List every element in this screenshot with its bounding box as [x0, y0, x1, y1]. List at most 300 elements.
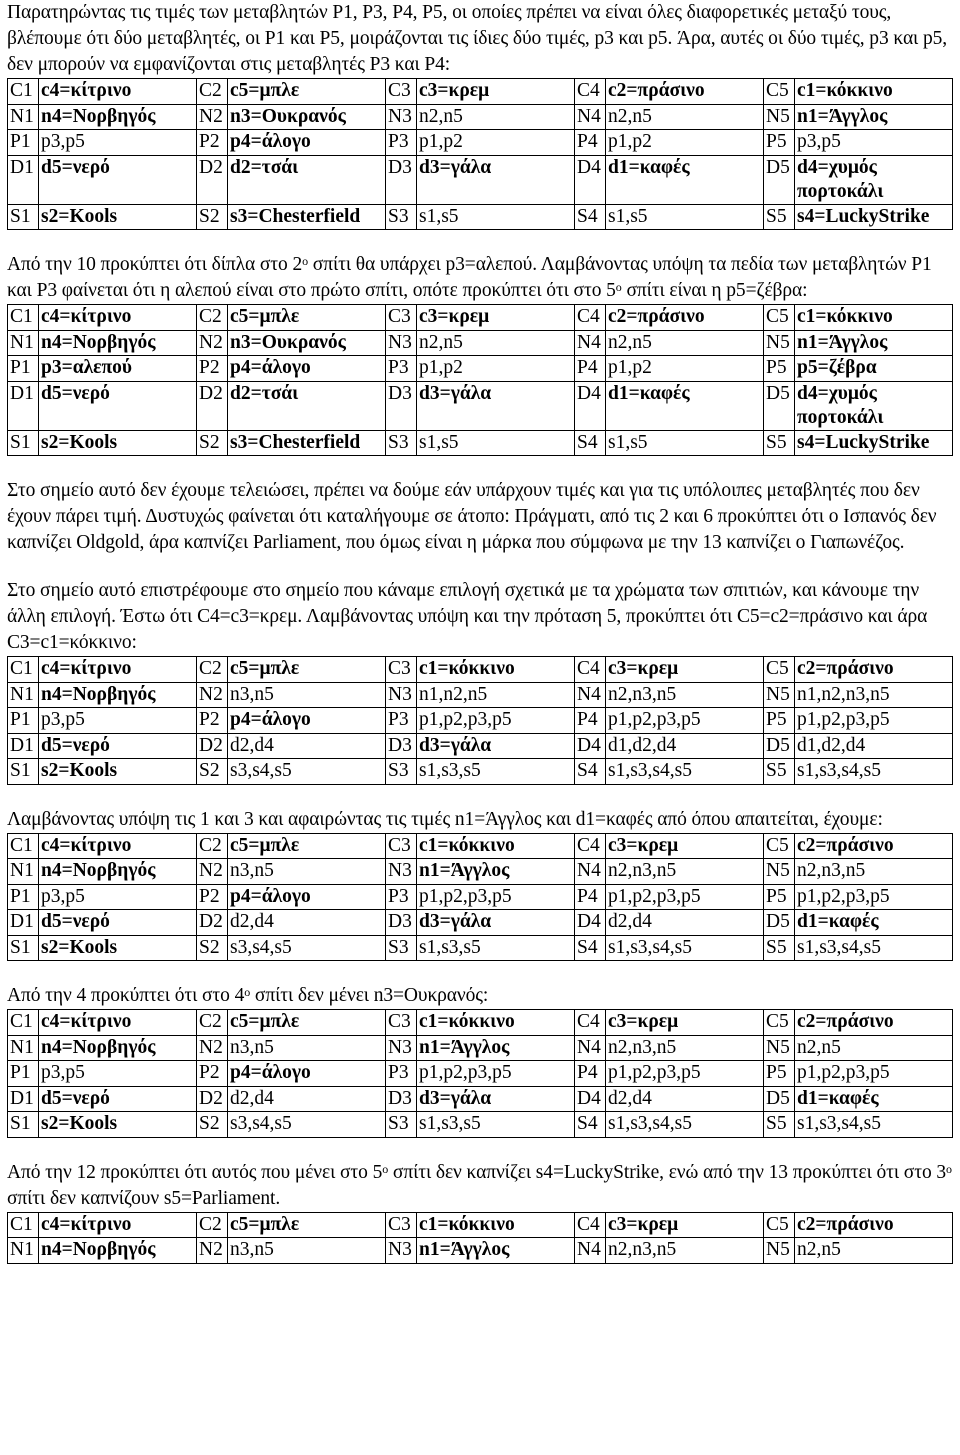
variable-name-cell: C5: [764, 305, 795, 331]
variable-domain-cell: s2=Kools: [39, 1112, 197, 1138]
constraint-table: [7, 304, 953, 456]
variable-domain-cell: d3=γάλα: [417, 910, 575, 936]
table-row: [8, 79, 953, 105]
constraint-table: [7, 1212, 953, 1264]
variable-name-cell: C1: [8, 1010, 39, 1036]
variable-domain-cell: d2=τσάι: [228, 381, 386, 430]
variable-name-cell: C5: [764, 79, 795, 105]
variable-name-cell: C4: [575, 79, 606, 105]
variable-domain-cell: s1,s3,s5: [417, 759, 575, 785]
variable-name-cell: S2: [197, 935, 228, 961]
paragraph-rules-12-13: Από την 12 προκύπτει ότι αυτός που μένει στο $5^o$ σπίτι δεν καπνίζει s4=LuckyStrike, ενώ από την 13 προκύπτει ότι στο $3^o$ σπίτι δεν καπνίζουν s5=Parliament.: [7, 1161, 952, 1209]
variable-name-cell: P1: [8, 130, 39, 156]
variable-domain-cell: p3,p5: [795, 130, 953, 156]
variable-name-cell: S2: [197, 759, 228, 785]
variable-domain-cell: c3=κρεμ: [417, 305, 575, 331]
variable-domain-cell: s1,s3,s5: [417, 1112, 575, 1138]
variable-domain-cell: p1,p2: [606, 130, 764, 156]
table-row: [8, 1061, 953, 1087]
variable-name-cell: N5: [764, 330, 795, 356]
variable-name-cell: N1: [8, 330, 39, 356]
variable-name-cell: S2: [197, 204, 228, 230]
table-row: [8, 1010, 953, 1036]
variable-domain-cell: d4=χυμός πορτοκάλι: [795, 155, 953, 204]
variable-domain-cell: n1=Άγγλος: [417, 1035, 575, 1061]
variable-name-cell: C4: [575, 657, 606, 683]
variable-name-cell: C3: [386, 1010, 417, 1036]
variable-name-cell: N4: [575, 859, 606, 885]
table-row: [8, 1112, 953, 1138]
variable-name-cell: C5: [764, 657, 795, 683]
variable-name-cell: S1: [8, 204, 39, 230]
variable-domain-cell: d1=καφές: [606, 155, 764, 204]
variable-domain-cell: p4=άλογο: [228, 130, 386, 156]
variable-name-cell: P4: [575, 130, 606, 156]
variable-name-cell: P5: [764, 130, 795, 156]
variable-name-cell: C2: [197, 833, 228, 859]
variable-domain-cell: d1=καφές: [795, 910, 953, 936]
variable-name-cell: D4: [575, 155, 606, 204]
variable-name-cell: N3: [386, 1035, 417, 1061]
variable-name-cell: C3: [386, 1212, 417, 1238]
variable-domain-cell: d2,d4: [228, 1086, 386, 1112]
variable-domain-cell: s1,s3,s4,s5: [606, 935, 764, 961]
variable-domain-cell: d3=γάλα: [417, 1086, 575, 1112]
variable-name-cell: S4: [575, 430, 606, 456]
table-4: [7, 833, 952, 962]
variable-domain-cell: n1,n2,n3,n5: [795, 682, 953, 708]
variable-name-cell: S3: [386, 204, 417, 230]
variable-name-cell: D2: [197, 910, 228, 936]
variable-domain-cell: p1,p2: [417, 356, 575, 382]
variable-name-cell: N3: [386, 682, 417, 708]
variable-domain-cell: s1,s3,s4,s5: [606, 759, 764, 785]
table-row: [8, 859, 953, 885]
variable-domain-cell: s1,s5: [417, 204, 575, 230]
variable-name-cell: P3: [386, 708, 417, 734]
variable-name-cell: N1: [8, 1035, 39, 1061]
variable-name-cell: C4: [575, 1010, 606, 1036]
variable-domain-cell: c2=πράσινο: [795, 833, 953, 859]
variable-domain-cell: d1=καφές: [606, 381, 764, 430]
variable-domain-cell: s3=Chesterfield: [228, 204, 386, 230]
table-row: [8, 682, 953, 708]
variable-domain-cell: c1=κόκκινο: [417, 833, 575, 859]
variable-name-cell: P5: [764, 708, 795, 734]
variable-domain-cell: d5=νερό: [39, 1086, 197, 1112]
paragraph-rules-1-3: Λαμβάνοντας υπόψη τις 1 και 3 και αφαιρώντας τις τιμές n1=Άγγλος και d1=καφές από όπου απαιτείται, έχουμε:: [7, 808, 883, 830]
variable-name-cell: S3: [386, 1112, 417, 1138]
variable-name-cell: S2: [197, 430, 228, 456]
variable-domain-cell: n1=Άγγλος: [417, 859, 575, 885]
variable-name-cell: D3: [386, 733, 417, 759]
variable-name-cell: C5: [764, 833, 795, 859]
table-row: [8, 1212, 953, 1238]
variable-name-cell: P1: [8, 356, 39, 382]
table-row: [8, 657, 953, 683]
variable-name-cell: C1: [8, 657, 39, 683]
variable-name-cell: N2: [197, 104, 228, 130]
variable-domain-cell: p5=ζέβρα: [795, 356, 953, 382]
variable-domain-cell: c3=κρεμ: [606, 1212, 764, 1238]
variable-domain-cell: n4=Νορβηγός: [39, 682, 197, 708]
table-row: [8, 330, 953, 356]
table-row: [8, 381, 953, 430]
variable-name-cell: S3: [386, 430, 417, 456]
variable-name-cell: C1: [8, 1212, 39, 1238]
variable-domain-cell: d5=νερό: [39, 910, 197, 936]
variable-name-cell: C3: [386, 833, 417, 859]
variable-name-cell: C2: [197, 1010, 228, 1036]
variable-name-cell: N4: [575, 104, 606, 130]
table-row: [8, 759, 953, 785]
variable-domain-cell: p1,p2,p3,p5: [417, 1061, 575, 1087]
table-row: [8, 130, 953, 156]
variable-domain-cell: p1,p2,p3,p5: [606, 884, 764, 910]
variable-domain-cell: d3=γάλα: [417, 155, 575, 204]
variable-name-cell: D1: [8, 733, 39, 759]
variable-domain-cell: c3=κρεμ: [606, 833, 764, 859]
variable-domain-cell: p1,p2: [417, 130, 575, 156]
variable-domain-cell: p3,p5: [39, 884, 197, 910]
variable-domain-cell: s3,s4,s5: [228, 759, 386, 785]
variable-name-cell: D1: [8, 381, 39, 430]
variable-domain-cell: c5=μπλε: [228, 833, 386, 859]
variable-name-cell: C2: [197, 657, 228, 683]
variable-name-cell: P2: [197, 356, 228, 382]
table-5: [7, 1009, 952, 1138]
variable-domain-cell: n2,n5: [795, 1035, 953, 1061]
variable-domain-cell: c1=κόκκινο: [417, 1212, 575, 1238]
variable-name-cell: P5: [764, 356, 795, 382]
variable-domain-cell: d2,d4: [606, 910, 764, 936]
variable-domain-cell: s2=Kools: [39, 430, 197, 456]
paragraph-backtrack: Στο σημείο αυτό επιστρέφουμε στο σημείο που κάναμε επιλογή σχετικά με τα χρώματα των σπιτιών, και κάνουμε την άλλη επιλογή. Έστω ότι C4=c3=κρεμ. Λαμβάνοντας υπόψη και την πρόταση 5, προκύπτει ότι C5=c2=πράσινο και άρα C3=c1=κόκκινο:: [7, 580, 928, 653]
variable-name-cell: D4: [575, 733, 606, 759]
variable-name-cell: D2: [197, 381, 228, 430]
variable-domain-cell: c3=κρεμ: [606, 657, 764, 683]
table-6: [7, 1212, 952, 1264]
variable-domain-cell: s4=LuckyStrike: [795, 430, 953, 456]
variable-name-cell: N5: [764, 682, 795, 708]
variable-domain-cell: p4=άλογο: [228, 708, 386, 734]
variable-name-cell: C4: [575, 833, 606, 859]
variable-name-cell: C2: [197, 305, 228, 331]
variable-name-cell: C3: [386, 79, 417, 105]
variable-name-cell: P1: [8, 1061, 39, 1087]
variable-name-cell: S5: [764, 759, 795, 785]
variable-name-cell: P1: [8, 708, 39, 734]
constraint-table: [7, 78, 953, 230]
constraint-table: [7, 833, 953, 962]
variable-name-cell: N5: [764, 859, 795, 885]
variable-domain-cell: n2,n3,n5: [606, 1238, 764, 1264]
variable-domain-cell: n1=Άγγλος: [795, 104, 953, 130]
table-row: [8, 1086, 953, 1112]
variable-domain-cell: n1,n2,n5: [417, 682, 575, 708]
table-3: [7, 656, 952, 785]
variable-domain-cell: p4=άλογο: [228, 1061, 386, 1087]
table-row: [8, 155, 953, 204]
variable-name-cell: P5: [764, 1061, 795, 1087]
variable-domain-cell: d5=νερό: [39, 733, 197, 759]
variable-name-cell: D3: [386, 910, 417, 936]
variable-name-cell: S4: [575, 204, 606, 230]
variable-name-cell: N3: [386, 104, 417, 130]
variable-domain-cell: d5=νερό: [39, 155, 197, 204]
variable-name-cell: D4: [575, 910, 606, 936]
variable-domain-cell: c1=κόκκινο: [417, 1010, 575, 1036]
variable-domain-cell: s4=LuckyStrike: [795, 204, 953, 230]
variable-name-cell: D3: [386, 1086, 417, 1112]
variable-name-cell: S2: [197, 1112, 228, 1138]
table-row: [8, 708, 953, 734]
variable-domain-cell: n1=Άγγλος: [417, 1238, 575, 1264]
variable-name-cell: S4: [575, 759, 606, 785]
variable-name-cell: D5: [764, 910, 795, 936]
variable-name-cell: N3: [386, 330, 417, 356]
variable-name-cell: N4: [575, 1238, 606, 1264]
table-row: [8, 935, 953, 961]
variable-name-cell: S1: [8, 430, 39, 456]
paragraph-contradiction: Στο σημείο αυτό δεν έχουμε τελειώσει, πρέπει να δούμε εάν υπάρχουν τιμές και για τις υπόλοιπες μεταβλητές που δεν έχουν πάρει τιμή. Δυστυχώς φαίνεται ότι καταλήγουμε σε άτοπο: Πράγματι, από τις 2 και 6 προκύπτει ότι ο Ισπανός δεν καπνίζει Oldgold, άρα καπνίζει Parliament, που όμως είναι η μάρκα που σύμφωνα με την 13 καπνίζει ο Γιαπωνέζος.: [7, 480, 937, 553]
variable-domain-cell: c5=μπλε: [228, 1212, 386, 1238]
table-row: [8, 305, 953, 331]
paragraph-rule4: Από την 4 προκύπτει ότι στο $4^o$ σπίτι δεν μένει n3=Ουκρανός:: [7, 985, 489, 1006]
variable-name-cell: N5: [764, 104, 795, 130]
variable-name-cell: N1: [8, 104, 39, 130]
variable-domain-cell: s1,s5: [606, 204, 764, 230]
variable-domain-cell: c2=πράσινο: [795, 1010, 953, 1036]
variable-name-cell: P3: [386, 1061, 417, 1087]
variable-domain-cell: n2,n3,n5: [606, 859, 764, 885]
variable-domain-cell: s2=Kools: [39, 204, 197, 230]
variable-domain-cell: c4=κίτρινο: [39, 305, 197, 331]
variable-domain-cell: s3,s4,s5: [228, 935, 386, 961]
variable-domain-cell: s3=Chesterfield: [228, 430, 386, 456]
variable-name-cell: D2: [197, 1086, 228, 1112]
variable-domain-cell: d1,d2,d4: [795, 733, 953, 759]
variable-name-cell: P4: [575, 1061, 606, 1087]
variable-name-cell: D5: [764, 733, 795, 759]
variable-name-cell: N1: [8, 859, 39, 885]
variable-domain-cell: c4=κίτρινο: [39, 1212, 197, 1238]
variable-name-cell: D1: [8, 1086, 39, 1112]
variable-domain-cell: c4=κίτρινο: [39, 833, 197, 859]
variable-domain-cell: c2=πράσινο: [606, 79, 764, 105]
variable-name-cell: S1: [8, 1112, 39, 1138]
variable-name-cell: C2: [197, 1212, 228, 1238]
variable-domain-cell: c2=πράσινο: [795, 657, 953, 683]
table-row: [8, 1238, 953, 1264]
variable-name-cell: C2: [197, 79, 228, 105]
variable-domain-cell: s1,s3,s4,s5: [795, 1112, 953, 1138]
variable-domain-cell: n3,n5: [228, 1035, 386, 1061]
variable-domain-cell: n4=Νορβηγός: [39, 859, 197, 885]
variable-name-cell: D5: [764, 381, 795, 430]
variable-name-cell: S1: [8, 759, 39, 785]
variable-name-cell: P4: [575, 356, 606, 382]
variable-name-cell: C1: [8, 305, 39, 331]
variable-domain-cell: s2=Kools: [39, 759, 197, 785]
table-row: [8, 910, 953, 936]
variable-name-cell: S4: [575, 1112, 606, 1138]
variable-domain-cell: n2,n5: [606, 330, 764, 356]
table-row: [8, 204, 953, 230]
variable-domain-cell: p1,p2,p3,p5: [795, 884, 953, 910]
variable-domain-cell: n2,n3,n5: [606, 1035, 764, 1061]
variable-name-cell: C1: [8, 833, 39, 859]
variable-domain-cell: s1,s3,s4,s5: [606, 1112, 764, 1138]
variable-domain-cell: c5=μπλε: [228, 657, 386, 683]
variable-domain-cell: c2=πράσινο: [606, 305, 764, 331]
variable-domain-cell: d2=τσάι: [228, 155, 386, 204]
variable-name-cell: S3: [386, 935, 417, 961]
variable-domain-cell: s1,s5: [606, 430, 764, 456]
variable-name-cell: N4: [575, 682, 606, 708]
variable-name-cell: D3: [386, 155, 417, 204]
variable-domain-cell: n4=Νορβηγός: [39, 104, 197, 130]
variable-domain-cell: n2,n3,n5: [606, 682, 764, 708]
variable-name-cell: P1: [8, 884, 39, 910]
table-row: [8, 356, 953, 382]
table-row: [8, 430, 953, 456]
variable-domain-cell: d3=γάλα: [417, 381, 575, 430]
variable-domain-cell: c1=κόκκινο: [795, 79, 953, 105]
variable-domain-cell: s2=Kools: [39, 935, 197, 961]
variable-name-cell: S4: [575, 935, 606, 961]
variable-domain-cell: c5=μπλε: [228, 305, 386, 331]
variable-domain-cell: n4=Νορβηγός: [39, 330, 197, 356]
variable-name-cell: N2: [197, 859, 228, 885]
variable-name-cell: P2: [197, 1061, 228, 1087]
variable-domain-cell: n4=Νορβηγός: [39, 1035, 197, 1061]
variable-name-cell: S5: [764, 430, 795, 456]
variable-domain-cell: n2,n5: [417, 330, 575, 356]
variable-domain-cell: n2,n5: [606, 104, 764, 130]
variable-name-cell: N2: [197, 330, 228, 356]
variable-name-cell: N4: [575, 1035, 606, 1061]
variable-domain-cell: n2,n5: [795, 1238, 953, 1264]
variable-name-cell: D1: [8, 910, 39, 936]
variable-domain-cell: p1,p2,p3,p5: [795, 1061, 953, 1087]
variable-name-cell: D3: [386, 381, 417, 430]
variable-name-cell: N5: [764, 1238, 795, 1264]
variable-domain-cell: n4=Νορβηγός: [39, 1238, 197, 1264]
variable-name-cell: D4: [575, 1086, 606, 1112]
variable-domain-cell: s1,s3,s5: [417, 935, 575, 961]
variable-domain-cell: s1,s3,s4,s5: [795, 935, 953, 961]
variable-domain-cell: n3,n5: [228, 682, 386, 708]
variable-domain-cell: n2,n3,n5: [795, 859, 953, 885]
variable-name-cell: N1: [8, 1238, 39, 1264]
variable-name-cell: P3: [386, 356, 417, 382]
variable-domain-cell: c3=κρεμ: [417, 79, 575, 105]
variable-name-cell: N1: [8, 682, 39, 708]
variable-name-cell: S5: [764, 204, 795, 230]
variable-name-cell: N3: [386, 1238, 417, 1264]
variable-name-cell: N2: [197, 1035, 228, 1061]
variable-domain-cell: d1=καφές: [795, 1086, 953, 1112]
paragraph-intro: Παρατηρώντας τις τιμές των μεταβλητών P1, P3, P4, P5, οι οποίες πρέπει να είναι όλες διαφορετικές μεταξύ τους, βλέπουμε ότι δύο μεταβλητές, οι P1 και P5, μοιράζονται τις ίδιες δύο τιμές, p3 και p5. Άρα, αυτές οι δύο τιμές, p3 και p5, δεν μπορούν να εμφανίζονται στις μεταβλητές P3 και P4:: [7, 2, 948, 75]
variable-domain-cell: c4=κίτρινο: [39, 657, 197, 683]
variable-domain-cell: n3=Ουκρανός: [228, 330, 386, 356]
variable-name-cell: C3: [386, 305, 417, 331]
variable-name-cell: S3: [386, 759, 417, 785]
table-1: [7, 78, 952, 230]
variable-name-cell: D2: [197, 733, 228, 759]
variable-domain-cell: s3,s4,s5: [228, 1112, 386, 1138]
variable-name-cell: P4: [575, 884, 606, 910]
variable-domain-cell: p3=αλεπού: [39, 356, 197, 382]
variable-domain-cell: p1,p2,p3,p5: [606, 708, 764, 734]
variable-name-cell: P2: [197, 708, 228, 734]
variable-domain-cell: n3=Ουκρανός: [228, 104, 386, 130]
variable-name-cell: C5: [764, 1212, 795, 1238]
variable-name-cell: P2: [197, 884, 228, 910]
variable-domain-cell: d2,d4: [228, 910, 386, 936]
variable-domain-cell: p1,p2,p3,p5: [417, 708, 575, 734]
variable-name-cell: N2: [197, 682, 228, 708]
table-row: [8, 884, 953, 910]
variable-domain-cell: p1,p2,p3,p5: [795, 708, 953, 734]
variable-domain-cell: s1,s5: [417, 430, 575, 456]
variable-domain-cell: d3=γάλα: [417, 733, 575, 759]
variable-name-cell: D4: [575, 381, 606, 430]
variable-name-cell: S1: [8, 935, 39, 961]
variable-name-cell: C1: [8, 79, 39, 105]
constraint-table: [7, 656, 953, 785]
constraint-table: [7, 1009, 953, 1138]
variable-name-cell: C4: [575, 1212, 606, 1238]
variable-domain-cell: p3,p5: [39, 1061, 197, 1087]
variable-domain-cell: n1=Άγγλος: [795, 330, 953, 356]
variable-name-cell: P2: [197, 130, 228, 156]
variable-domain-cell: c4=κίτρινο: [39, 1010, 197, 1036]
variable-domain-cell: c5=μπλε: [228, 1010, 386, 1036]
variable-domain-cell: c5=μπλε: [228, 79, 386, 105]
variable-name-cell: C4: [575, 305, 606, 331]
variable-domain-cell: d2,d4: [606, 1086, 764, 1112]
variable-name-cell: S5: [764, 1112, 795, 1138]
variable-name-cell: P4: [575, 708, 606, 734]
variable-domain-cell: p1,p2,p3,p5: [606, 1061, 764, 1087]
variable-domain-cell: s1,s3,s4,s5: [795, 759, 953, 785]
variable-name-cell: N4: [575, 330, 606, 356]
variable-domain-cell: d4=χυμός πορτοκάλι: [795, 381, 953, 430]
table-row: [8, 1035, 953, 1061]
variable-domain-cell: p4=άλογο: [228, 884, 386, 910]
variable-domain-cell: n2,n5: [417, 104, 575, 130]
variable-name-cell: P5: [764, 884, 795, 910]
variable-name-cell: N5: [764, 1035, 795, 1061]
variable-domain-cell: p4=άλογο: [228, 356, 386, 382]
variable-domain-cell: p3,p5: [39, 130, 197, 156]
variable-name-cell: C3: [386, 657, 417, 683]
variable-name-cell: N2: [197, 1238, 228, 1264]
variable-domain-cell: c1=κόκκινο: [417, 657, 575, 683]
table-row: [8, 104, 953, 130]
variable-name-cell: D1: [8, 155, 39, 204]
variable-domain-cell: c2=πράσινο: [795, 1212, 953, 1238]
variable-name-cell: D5: [764, 1086, 795, 1112]
variable-domain-cell: p3,p5: [39, 708, 197, 734]
variable-domain-cell: c1=κόκκινο: [795, 305, 953, 331]
variable-name-cell: D2: [197, 155, 228, 204]
table-row: [8, 733, 953, 759]
variable-domain-cell: n3,n5: [228, 1238, 386, 1264]
variable-name-cell: P3: [386, 130, 417, 156]
